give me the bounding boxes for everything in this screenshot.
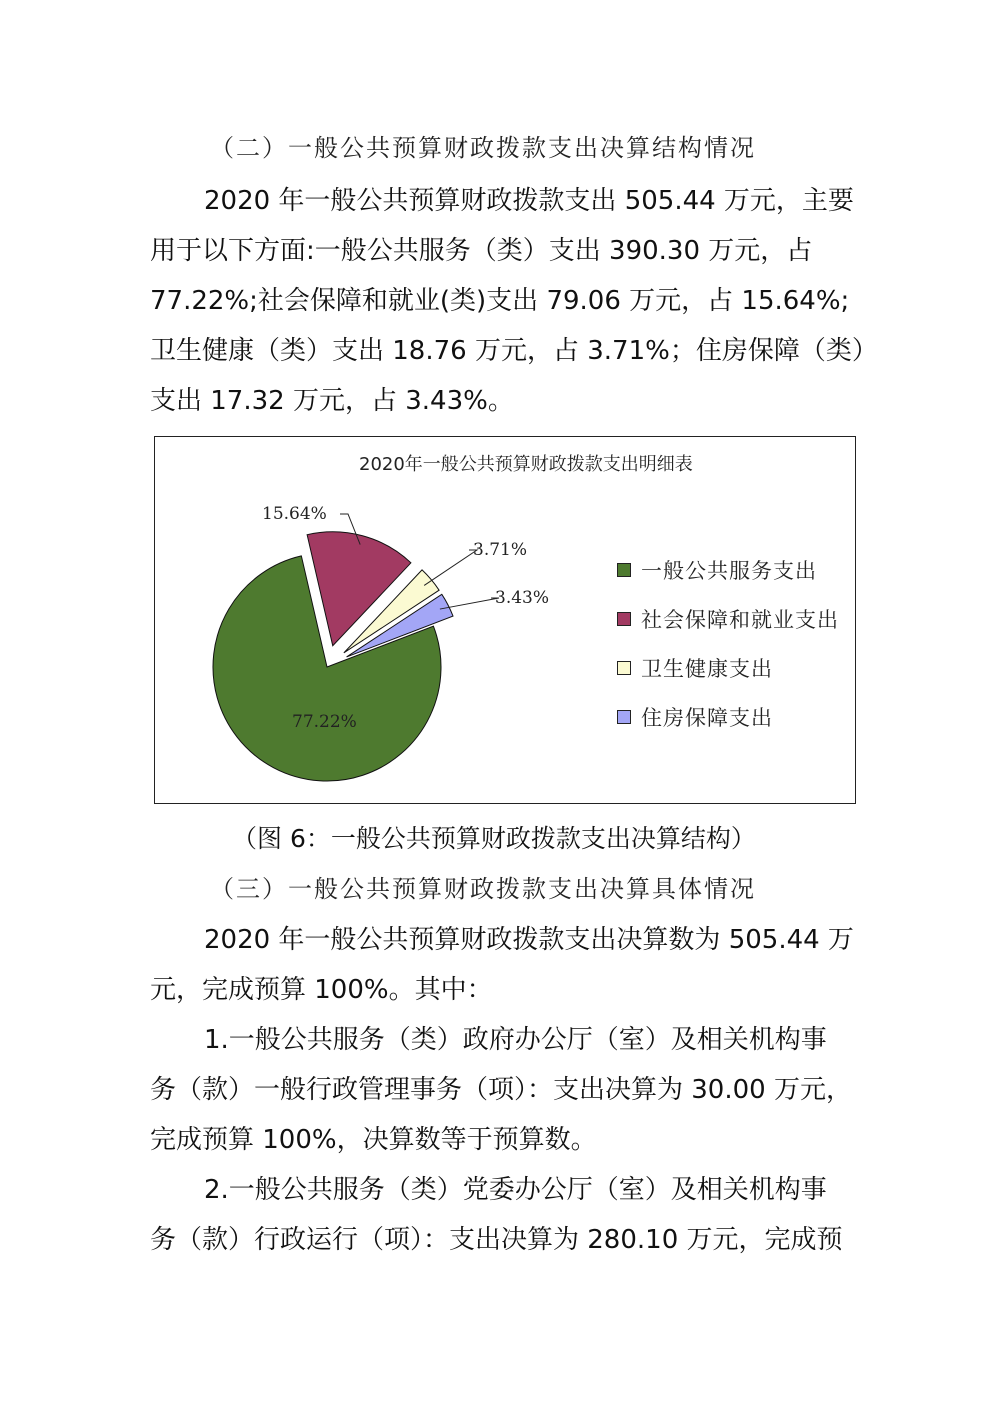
legend-item: [617, 545, 839, 594]
slice-data-label: 77.22%: [292, 712, 357, 732]
chart-title: 2020年一般公共预算财政拨款支出明细表: [359, 454, 693, 475]
text-line: 务（款）一般行政管理事务（项）：支出决算为 30.00 万元，: [150, 1075, 852, 1105]
text-line: 2020 年一般公共预算财政拨款支出 505.44 万元，主要: [204, 186, 854, 216]
text-line: 元，完成预算 100%。其中：: [150, 975, 493, 1005]
legend-swatch: [617, 563, 631, 577]
chart-legend: [617, 545, 839, 741]
leader-line: [440, 598, 499, 609]
paragraph-item-2: [150, 1165, 842, 1265]
legend-label: 社会保障和就业支出: [641, 607, 839, 632]
leader-line: [424, 550, 477, 585]
text-line: 用于以下方面:一般公共服务（类）支出 390.30 万元，占: [150, 236, 813, 266]
legend-item: [617, 594, 839, 643]
slice-data-label: 3.43%: [495, 588, 550, 608]
legend-label: 卫生健康支出: [641, 656, 773, 681]
legend-swatch: [617, 661, 631, 675]
legend-swatch: [617, 710, 631, 724]
text-line: 支出 17.32 万元，占 3.43%。: [150, 386, 514, 416]
legend-item: [617, 643, 839, 692]
text-line: 务（款）行政运行（项）：支出决算为 280.10 万元，完成预: [150, 1225, 843, 1255]
legend-item: [617, 692, 839, 741]
legend-swatch: [617, 612, 631, 626]
text-line: 2020 年一般公共预算财政拨款支出决算数为 505.44 万: [204, 925, 854, 955]
text-line: 完成预算 100%，决算数等于预算数。: [150, 1125, 597, 1155]
legend-label: 住房保障支出: [641, 705, 773, 730]
figure-caption: （图 6：一般公共预算财政拨款支出决算结构）: [232, 824, 756, 853]
text-line: 卫生健康（类）支出 18.76 万元，占 3.71%；住房保障（类）: [150, 336, 878, 366]
paragraph-item-1: [150, 1015, 852, 1165]
legend-label: 一般公共服务支出: [641, 558, 817, 583]
text-line: 77.22%;社会保障和就业(类)支出 79.06 万元，占 15.64%;: [150, 286, 850, 316]
pie-chart-figure: [154, 436, 856, 804]
text-line: 2.一般公共服务（类）党委办公厅（室）及相关机构事: [204, 1175, 827, 1205]
paragraph-total: [150, 915, 854, 1015]
slice-data-label: 3.71%: [473, 540, 528, 560]
section-3-heading: （三）一般公共预算财政拨款支出决算具体情况: [210, 875, 756, 903]
paragraph-summary: [150, 176, 878, 426]
text-line: 1.一般公共服务（类）政府办公厅（室）及相关机构事: [204, 1025, 827, 1055]
slice-data-label: 15.64%: [262, 504, 327, 524]
section-2-heading: （二）一般公共预算财政拨款支出决算结构情况: [210, 134, 756, 162]
